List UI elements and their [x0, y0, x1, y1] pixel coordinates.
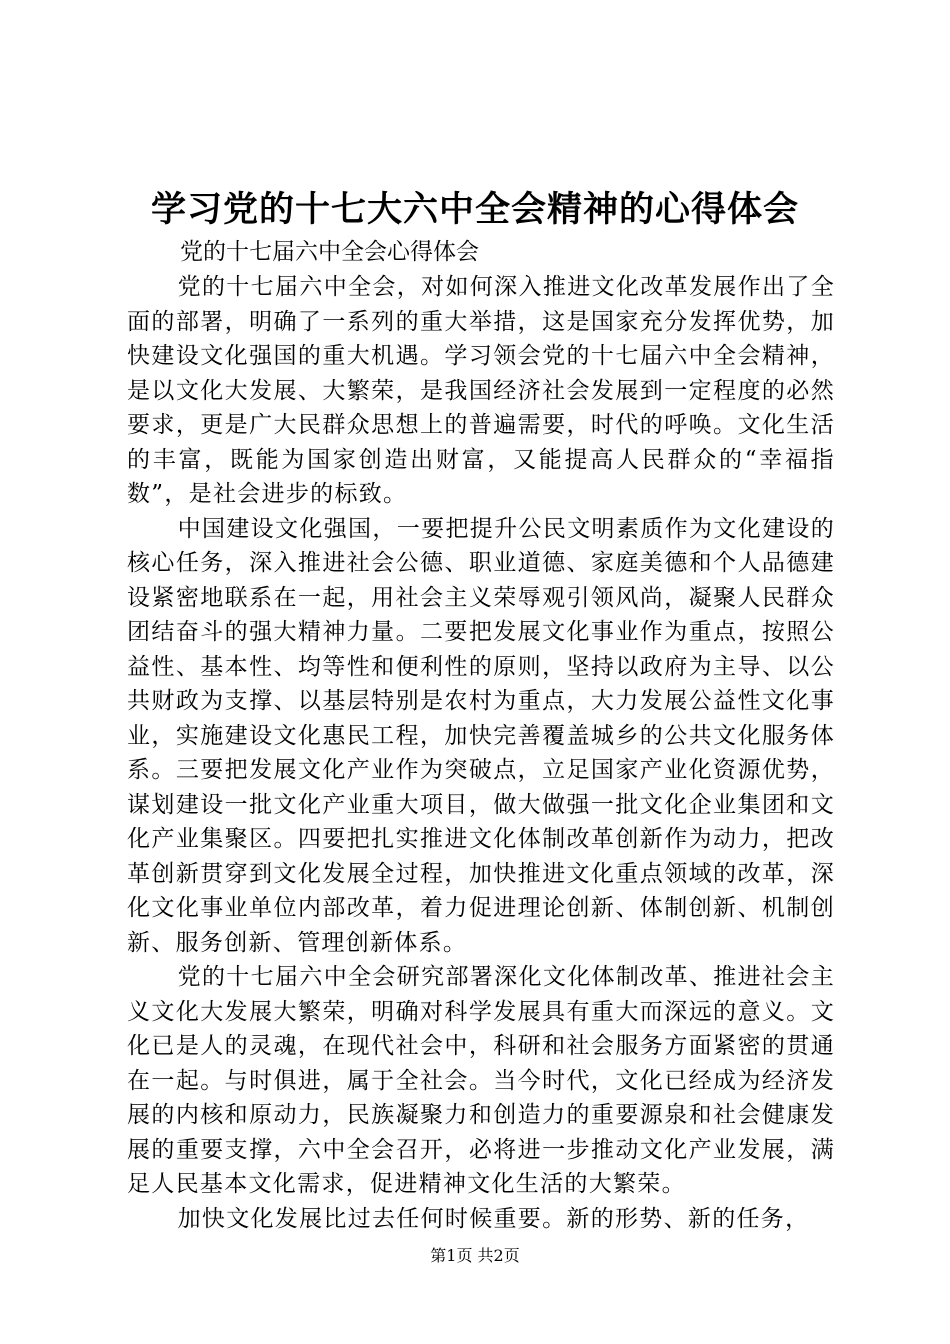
document-subtitle: 党的十七届六中全会心得体会: [180, 239, 479, 265]
body-paragraph: 党的十七届六中全会研究部署深化文化体制改革、推进社会主义文化大发展大繁荣，明确对科学发展具有重大而深远的意义。文化已是人的灵魂，在现代社会中，科研和社会服务方面紧密的贯通在一起。与时俱进，属于全社会。当今时代，文化已经成为经济发展的内核和原动力，民族凝聚力和创造力的重要源泉和社会健康发展的重要支撑，六中全会召开，必将进一步推动文化产业发展，满足人民基本文化需求，促进精神文化生活的大繁荣。: [127, 964, 835, 1197]
document-title: 学习党的十七大六中全会精神的心得体会: [150, 189, 799, 230]
body-paragraph: 党的十七届六中全会，对如何深入推进文化改革发展作出了全面的部署，明确了一系列的重大举措，这是国家充分发挥优势，加快建设文化强国的重大机遇。学习领会党的十七届六中全会精神，是以文化大发展、大繁荣，是我国经济社会发展到一定程度的必然要求，更是广大民群众思想上的普遍需要，时代的呼唤。文化生活的丰富，既能为国家创造出财富，又能提高人民群众的“幸福指数”，是社会进步的标致。: [127, 274, 835, 507]
body-paragraph: 加快文化发展比过去任何时候重要。新的形势、新的任务，: [177, 1205, 810, 1232]
document-body: [127, 270, 835, 1236]
body-paragraph: 中国建设文化强国，一要把提升公民文明素质作为文化建设的核心任务，深入推进社会公德、职业道德、家庭美德和个人品德建设紧密地联系在一起，用社会主义荣辱观引领风尚，凝聚人民群众团结奋斗的强大精神力量。二要把发展文化事业作为重点，按照公益性、基本性、均等性和便利性的原则，坚持以政府为主导、以公共财政为支撑、以基层特别是农村为重点，大力发展公益性文化事业，实施建设文化惠民工程，加快完善覆盖城乡的公共文化服务体系。三要把发展文化产业作为突破点，立足国家产业化资源优势，谋划建设一批文化产业重大项目，做大做强一批文化企业集团和文化产业集聚区。四要把扎实推进文化体制改革创新作为动力，把改革创新贯穿到文化发展全过程，加快推进文化重点领域的改革，深化文化事业单位内部改革，着力促进理论创新、体制创新、机制创新、服务创新、管理创新体系。: [127, 515, 835, 956]
page-number-indicator: 第1页 共2页: [430, 1246, 520, 1265]
